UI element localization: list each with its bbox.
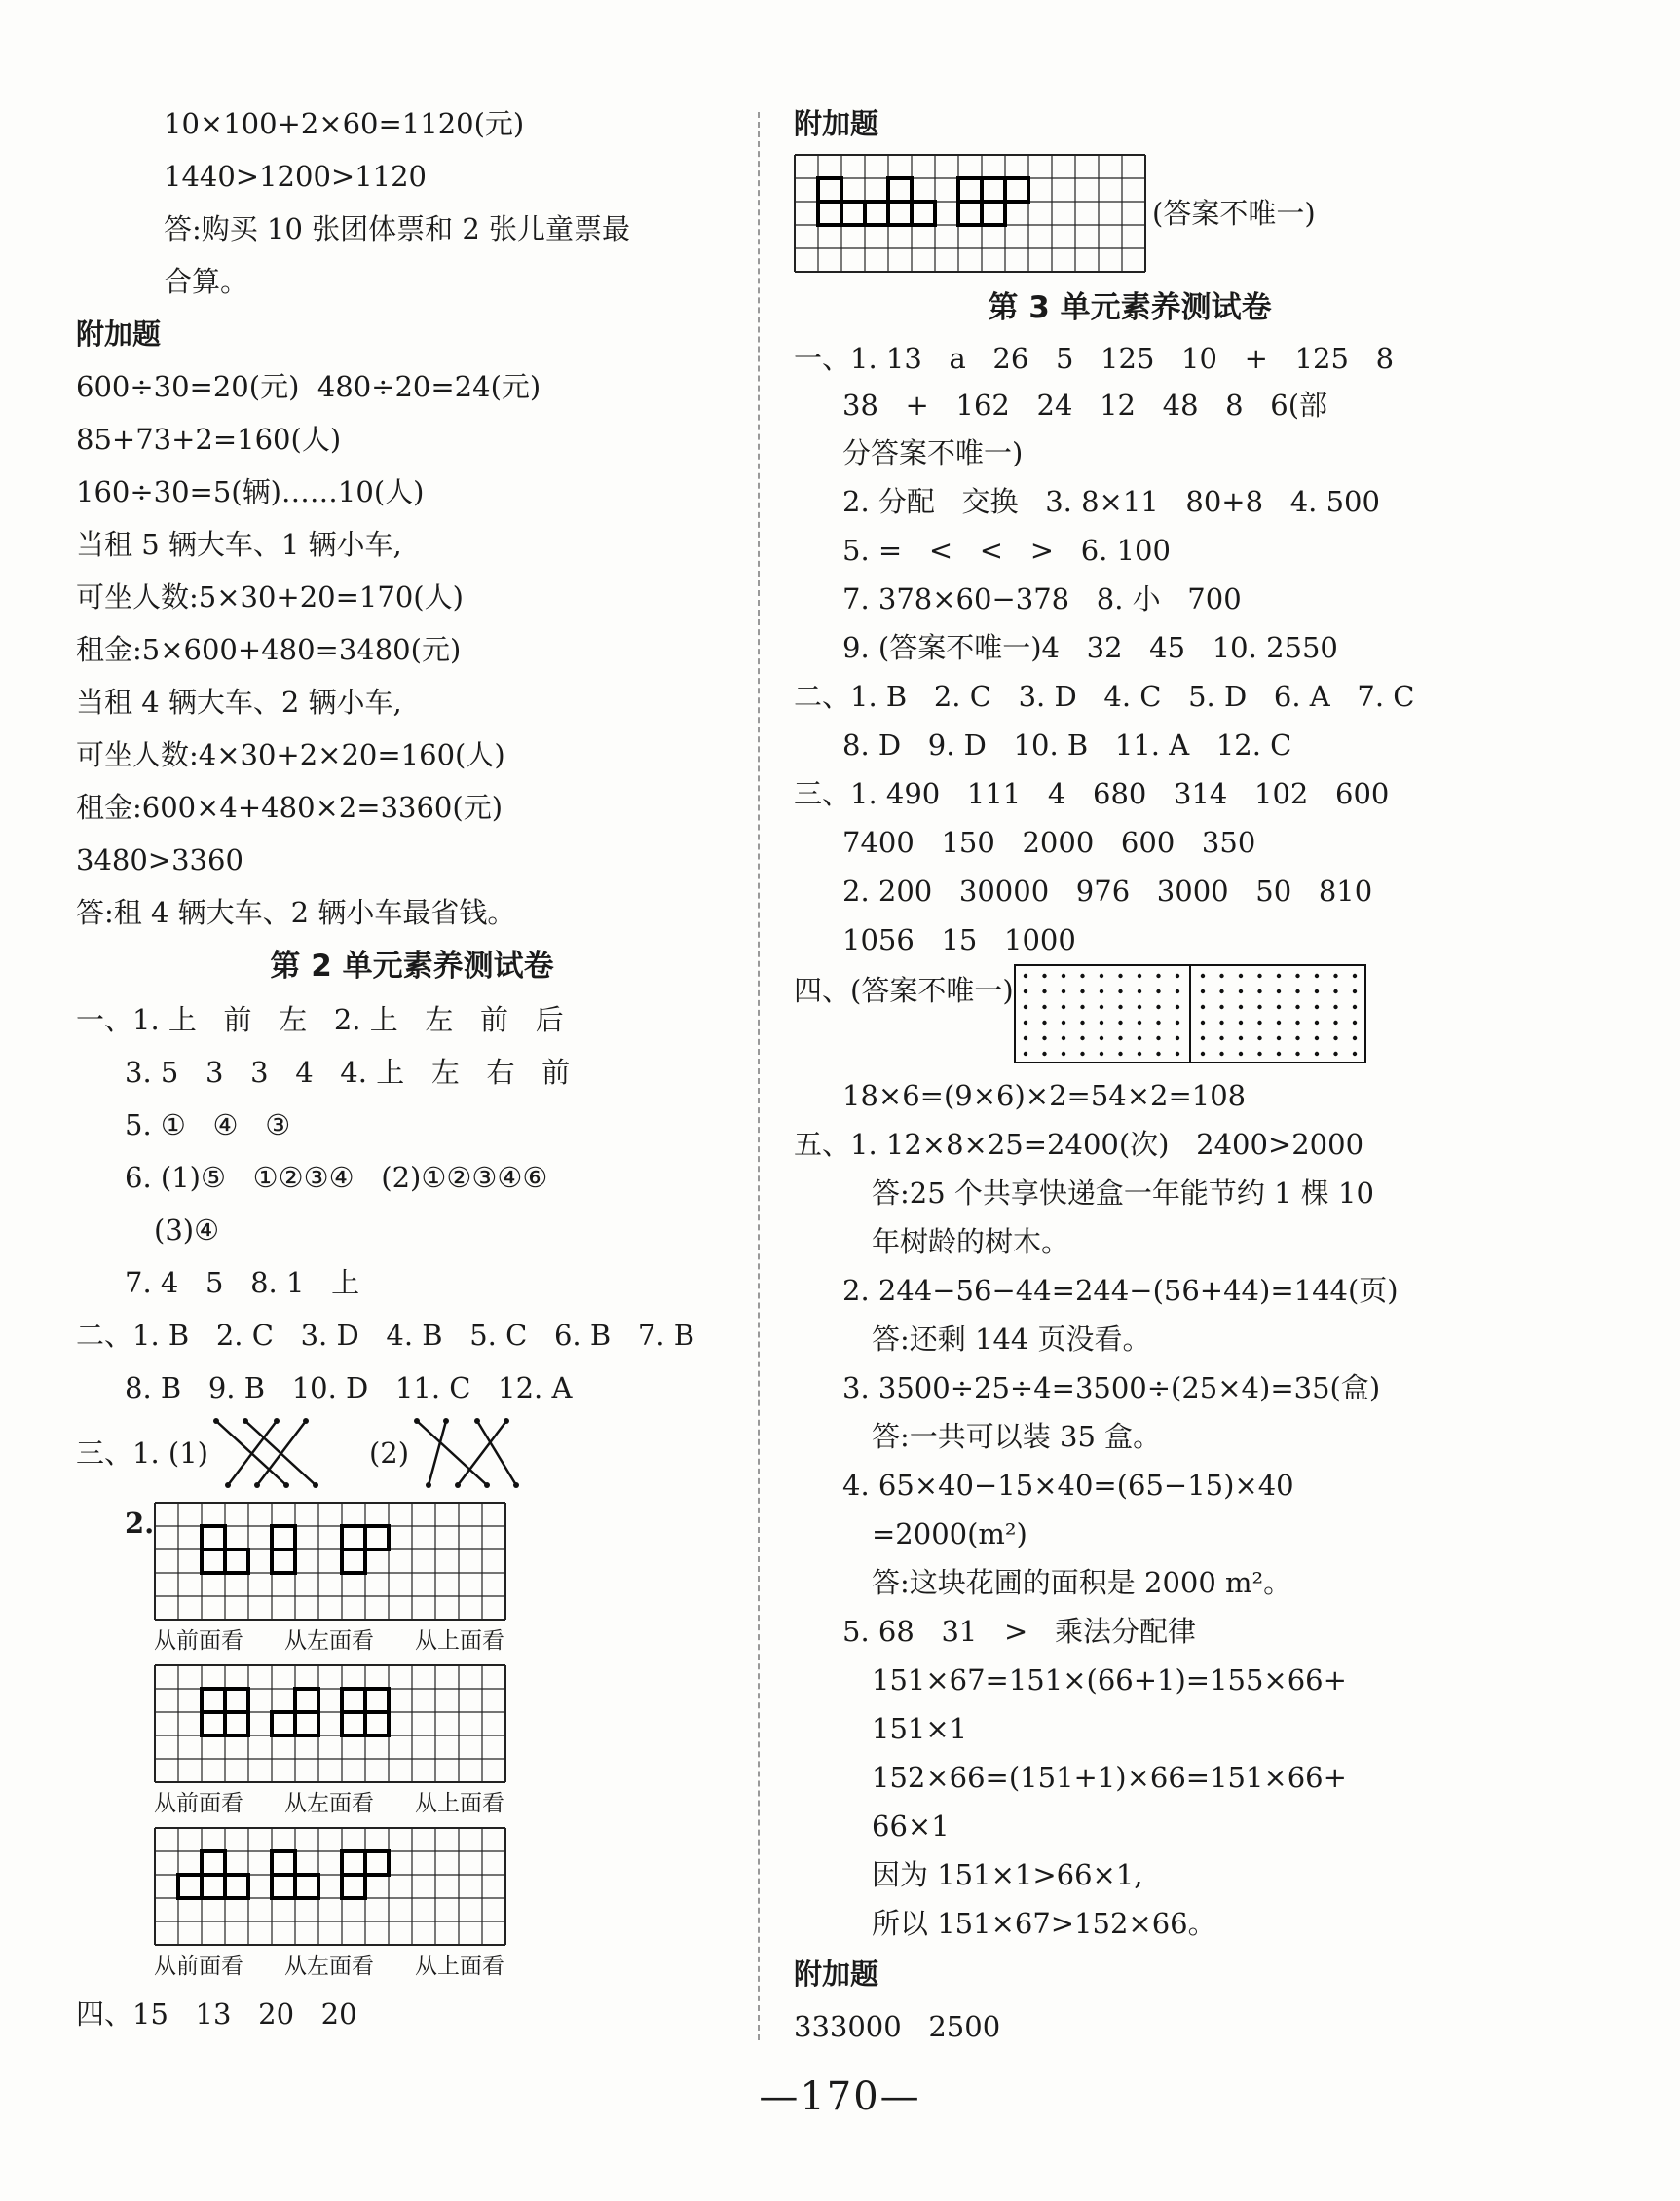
answer-line: 答:25 个共享快递盒一年能节约 1 棵 10: [872, 1176, 1374, 1210]
dot: [1099, 1036, 1102, 1040]
view-cell: [225, 1549, 248, 1573]
view-cell: [888, 178, 912, 202]
dot: [1099, 1021, 1102, 1025]
dot: [1257, 989, 1261, 993]
dot: [1352, 1036, 1356, 1040]
matching-row: [76, 1414, 748, 1492]
dot: [1219, 989, 1223, 993]
view-label-top: 从上面看: [415, 1791, 504, 1816]
answer-line: 五、1. 12×8×25=2400(次) 2400>2000: [794, 1128, 1364, 1161]
dot: [1352, 974, 1356, 978]
dot: [1118, 1021, 1122, 1025]
answer-line: 38 + 162 24 12 48 8 6(部: [842, 389, 1328, 422]
dot: [1137, 1036, 1140, 1040]
dot: [1314, 1021, 1318, 1025]
view-cell: [202, 1689, 225, 1712]
dot: [1257, 1036, 1261, 1040]
dot: [1257, 1052, 1261, 1056]
dot: [1080, 1021, 1084, 1025]
dot: [1042, 1005, 1046, 1009]
calc-line: 租金:5×600+480=3480(元): [76, 633, 462, 666]
dot: [1099, 1005, 1102, 1009]
dot: [1118, 989, 1122, 993]
view-cell: [272, 1549, 295, 1573]
calc-line: 可坐人数:4×30+2×20=160(人): [76, 738, 505, 771]
view-labels: [76, 1785, 504, 1817]
answer-line: 答:还剩 144 页没看。: [872, 1323, 1151, 1356]
dot: [1295, 989, 1299, 993]
dot: [1200, 1036, 1204, 1040]
view-cell: [342, 1851, 365, 1875]
answer-line: 二、1. B 2. C 3. D 4. B 5. C 6. B 7. B: [76, 1319, 695, 1352]
answer-line: 答:租 4 辆大车、2 辆小车最省钱。: [76, 896, 516, 929]
answer-line: 6. (1)⑤ ①②③④ (2)①②③④⑥: [125, 1161, 548, 1194]
dot: [1061, 974, 1064, 978]
view-cell: [342, 1549, 365, 1573]
answer-line: 三、1. 490 111 4 680 314 102 600: [794, 777, 1390, 810]
answer-line: 合算。: [164, 265, 249, 298]
answer-line: 7400 150 2000 600 350: [842, 826, 1256, 859]
answer-line: 答:购买 10 张团体票和 2 张儿童票最: [164, 212, 630, 245]
column-divider: [758, 112, 760, 2040]
view-cell: [841, 202, 865, 225]
dot: [1175, 974, 1178, 978]
dot: [1080, 1052, 1084, 1056]
extra-question-heading: 附加题: [794, 1958, 879, 1991]
view-cell: [818, 178, 841, 202]
dot: [1080, 974, 1084, 978]
view-cell: [342, 1526, 365, 1549]
dot: [1118, 974, 1122, 978]
dot: [1200, 1021, 1204, 1025]
view-cell: [912, 202, 935, 225]
view-cell: [982, 202, 1005, 225]
dot: [1333, 1036, 1337, 1040]
answer-line: 3. 5 3 3 4 4. 上 左 右 前: [125, 1056, 571, 1089]
view-label-front: 从前面看: [154, 1791, 243, 1816]
dot: [1314, 1052, 1318, 1056]
view-cell: [272, 1851, 295, 1875]
matching-diagram-1: [208, 1415, 325, 1491]
answer-line: 2. 分配 交换 3. 8×11 80+8 4. 500: [842, 485, 1380, 518]
answer-line: 答:一共可以装 35 盒。: [872, 1420, 1162, 1453]
dot: [1137, 1005, 1140, 1009]
dot: [1156, 1052, 1160, 1056]
dot: [1219, 1036, 1223, 1040]
dot: [1023, 1036, 1027, 1040]
calc-line: 160÷30=5(辆)……10(人): [76, 475, 425, 508]
view-cell: [295, 1712, 318, 1735]
answer-line: 2. 244−56−44=244−(56+44)=144(页): [842, 1274, 1399, 1307]
question-label: 四、(答案不唯一): [794, 974, 1014, 1007]
dot: [1276, 1005, 1280, 1009]
dot: [1023, 989, 1027, 993]
view-cell: [342, 1875, 365, 1898]
unit2-title: 第 2 单元素养测试卷: [270, 949, 554, 984]
calc-line: 租金:600×4+480×2=3360(元): [76, 791, 504, 824]
dot: [1137, 974, 1140, 978]
view-grid-3: [154, 1827, 506, 1946]
dot: [1219, 974, 1223, 978]
dot: [1175, 1036, 1178, 1040]
dot: [1238, 1052, 1242, 1056]
view-cell: [982, 178, 1005, 202]
answer-line: 年树龄的树木。: [872, 1225, 1070, 1258]
dot: [1137, 1052, 1140, 1056]
view-cell: [225, 1712, 248, 1735]
dot-array-row: [794, 964, 1466, 1065]
dot: [1238, 989, 1242, 993]
answer-line: 5. 68 31 > 乘法分配律: [842, 1615, 1196, 1648]
view-label-left: 从左面看: [284, 1791, 374, 1816]
dot: [1023, 1005, 1027, 1009]
extra-answer-grid: [794, 154, 1146, 273]
view-cell: [272, 1526, 295, 1549]
dot: [1276, 1052, 1280, 1056]
dot: [1023, 974, 1027, 978]
view-cell: [342, 1712, 365, 1735]
answer-line: 分答案不唯一): [842, 436, 1024, 469]
dot: [1200, 989, 1204, 993]
dot: [1238, 1021, 1242, 1025]
dot: [1156, 1021, 1160, 1025]
answer-line: 一、1. 上 前 左 2. 上 左 前 后: [76, 1003, 564, 1036]
question-label: 三、1. (1): [76, 1436, 208, 1470]
calc-line: 当租 5 辆大车、1 辆小车,: [76, 528, 402, 561]
answer-note: (答案不唯一): [1152, 197, 1316, 230]
dot: [1333, 1052, 1337, 1056]
question-label: (2): [368, 1436, 410, 1470]
dot: [1061, 1052, 1064, 1056]
view-cell: [365, 1851, 389, 1875]
dot: [1238, 1036, 1242, 1040]
dot: [1042, 1021, 1046, 1025]
calc-line: 151×1: [872, 1712, 968, 1745]
dot: [1061, 1021, 1064, 1025]
answer-line: 9. (答案不唯一)4 32 45 10. 2550: [842, 631, 1338, 664]
view-label-left: 从左面看: [284, 1954, 374, 1979]
extra-question-heading: 附加题: [76, 317, 162, 351]
view-cell: [888, 202, 912, 225]
view-cell: [202, 1712, 225, 1735]
view-cell: [295, 1875, 318, 1898]
dot-array-diagram: [1014, 964, 1366, 1065]
dot: [1314, 1036, 1318, 1040]
right-column: [794, 97, 1466, 2053]
dot: [1219, 1005, 1223, 1009]
dot: [1314, 1005, 1318, 1009]
dot: [1333, 989, 1337, 993]
calc-line: 所以 151×67>152×66。: [872, 1907, 1216, 1940]
dot: [1314, 989, 1318, 993]
dot: [1175, 1021, 1178, 1025]
dot: [1200, 974, 1204, 978]
dot: [1042, 989, 1046, 993]
answer-line: 1056 15 1000: [842, 923, 1076, 956]
view-grid-block-2: [76, 1664, 748, 1783]
dot: [1175, 1052, 1178, 1056]
view-cell: [365, 1526, 389, 1549]
calc-line: 600÷30=20(元) 480÷20=24(元): [76, 370, 541, 403]
answer-line: 8. D 9. D 10. B 11. A 12. C: [842, 728, 1292, 762]
calc-line: 66×1: [872, 1809, 950, 1843]
dot: [1118, 1005, 1122, 1009]
view-cell: [342, 1689, 365, 1712]
dot: [1099, 989, 1102, 993]
dot: [1023, 1052, 1027, 1056]
dot: [1156, 989, 1160, 993]
dot: [1333, 1005, 1337, 1009]
dot: [1099, 974, 1102, 978]
answer-line: (3)④: [154, 1213, 220, 1247]
view-cell: [958, 178, 982, 202]
calc-line: 可坐人数:5×30+20=170(人): [76, 580, 464, 614]
view-grid-1: [154, 1502, 506, 1621]
dot: [1257, 974, 1261, 978]
dot: [1061, 1036, 1064, 1040]
view-cell: [365, 1689, 389, 1712]
dot: [1023, 1021, 1027, 1025]
view-cell: [818, 202, 841, 225]
view-cell: [202, 1851, 225, 1875]
dot: [1257, 1005, 1261, 1009]
view-grid-block-1: [76, 1502, 748, 1621]
answer-line: 5. ① ④ ③: [125, 1108, 291, 1141]
view-cell: [225, 1689, 248, 1712]
extra-question-heading: 附加题: [794, 107, 879, 140]
dot: [1042, 974, 1046, 978]
view-label-top: 从上面看: [415, 1954, 504, 1979]
dot: [1295, 1021, 1299, 1025]
dot: [1276, 989, 1280, 993]
dot: [1276, 974, 1280, 978]
dot: [1219, 1052, 1223, 1056]
answer-line: =2000(m²): [872, 1517, 1027, 1550]
dot: [1175, 1005, 1178, 1009]
calc-line: 151×67=151×(66+1)=155×66+: [872, 1663, 1347, 1697]
view-cell: [202, 1549, 225, 1573]
calc-line: 152×66=(151+1)×66=151×66+: [872, 1761, 1347, 1794]
dot: [1314, 974, 1318, 978]
left-column: [76, 97, 748, 2040]
dot: [1333, 974, 1337, 978]
dot: [1042, 1052, 1046, 1056]
answer-line: 7. 4 5 8. 1 上: [125, 1266, 360, 1299]
view-cell: [225, 1875, 248, 1898]
matching-diagram-2: [409, 1415, 526, 1491]
dot: [1352, 1021, 1356, 1025]
answer-line: 二、1. B 2. C 3. D 4. C 5. D 6. A 7. C: [794, 680, 1415, 713]
dot: [1295, 974, 1299, 978]
dot: [1276, 1036, 1280, 1040]
dot: [1061, 1005, 1064, 1009]
view-labels: [76, 1948, 504, 1980]
view-label-left: 从左面看: [284, 1628, 374, 1654]
view-cell: [295, 1689, 318, 1712]
view-cell: [202, 1526, 225, 1549]
dot: [1099, 1052, 1102, 1056]
view-cell: [365, 1712, 389, 1735]
dot: [1156, 1036, 1160, 1040]
view-labels: [76, 1623, 504, 1655]
dot: [1080, 1005, 1084, 1009]
dot: [1118, 1052, 1122, 1056]
dot: [1137, 1021, 1140, 1025]
dot: [1257, 1021, 1261, 1025]
dot: [1200, 1005, 1204, 1009]
dot: [1156, 1005, 1160, 1009]
question-label: 2.: [125, 1507, 155, 1540]
calc-line: 10×100+2×60=1120(元): [164, 107, 525, 140]
dot: [1295, 1005, 1299, 1009]
view-label-top: 从上面看: [415, 1628, 504, 1654]
answer-line: 7. 378×60−378 8. 小 700: [842, 582, 1242, 616]
calc-line: 3480>3360: [76, 843, 243, 877]
dot: [1080, 1036, 1084, 1040]
view-cell: [272, 1875, 295, 1898]
dot: [1352, 1005, 1356, 1009]
answer-line: 3. 3500÷25÷4=3500÷(25×4)=35(盒): [842, 1371, 1381, 1404]
answer-line: 四、15 13 20 20: [76, 1997, 357, 2031]
page-number: —170—: [759, 2074, 921, 2119]
dot: [1238, 974, 1242, 978]
view-cell: [178, 1875, 202, 1898]
dot: [1175, 989, 1178, 993]
calc-line: 85+73+2=160(人): [76, 423, 342, 456]
calc-line: 18×6=(9×6)×2=54×2=108: [842, 1079, 1247, 1112]
dot: [1061, 989, 1064, 993]
dot: [1238, 1005, 1242, 1009]
answer-line: 8. B 9. B 10. D 11. C 12. A: [125, 1371, 573, 1404]
view-grid-2: [154, 1664, 506, 1783]
view-cell: [958, 202, 982, 225]
dot: [1276, 1021, 1280, 1025]
answer-line: 4. 65×40−15×40=(65−15)×40: [842, 1469, 1294, 1502]
dot: [1219, 1021, 1223, 1025]
view-cell: [865, 202, 888, 225]
dot: [1042, 1036, 1046, 1040]
dot: [1295, 1036, 1299, 1040]
answer-line: 答:这块花圃的面积是 2000 m²。: [872, 1566, 1292, 1599]
unit3-title: 第 3 单元素养测试卷: [988, 290, 1272, 325]
answer-line: 5. = < < > 6. 100: [842, 534, 1171, 567]
dot: [1352, 1052, 1356, 1056]
view-cell: [272, 1712, 295, 1735]
answer-line: 一、1. 13 a 26 5 125 10 + 125 8: [794, 342, 1395, 375]
dot: [1200, 1052, 1204, 1056]
extra-grid-row: [794, 154, 1466, 273]
dot: [1080, 989, 1084, 993]
view-cell: [202, 1875, 225, 1898]
dot: [1118, 1036, 1122, 1040]
calc-line: 当租 4 辆大车、2 辆小车,: [76, 686, 402, 719]
calc-line: 1440>1200>1120: [164, 160, 428, 193]
dot: [1333, 1021, 1337, 1025]
dot: [1156, 974, 1160, 978]
dot: [1137, 989, 1140, 993]
view-label-front: 从前面看: [154, 1628, 243, 1654]
view-grid-block-3: [76, 1827, 748, 1946]
answer-line: 333000 2500: [794, 2010, 1001, 2043]
answer-line: 2. 200 30000 976 3000 50 810: [842, 875, 1373, 908]
calc-line: 因为 151×1>66×1,: [872, 1858, 1143, 1891]
view-label-front: 从前面看: [154, 1954, 243, 1979]
dot: [1295, 1052, 1299, 1056]
view-cell: [1005, 178, 1028, 202]
dot: [1352, 989, 1356, 993]
